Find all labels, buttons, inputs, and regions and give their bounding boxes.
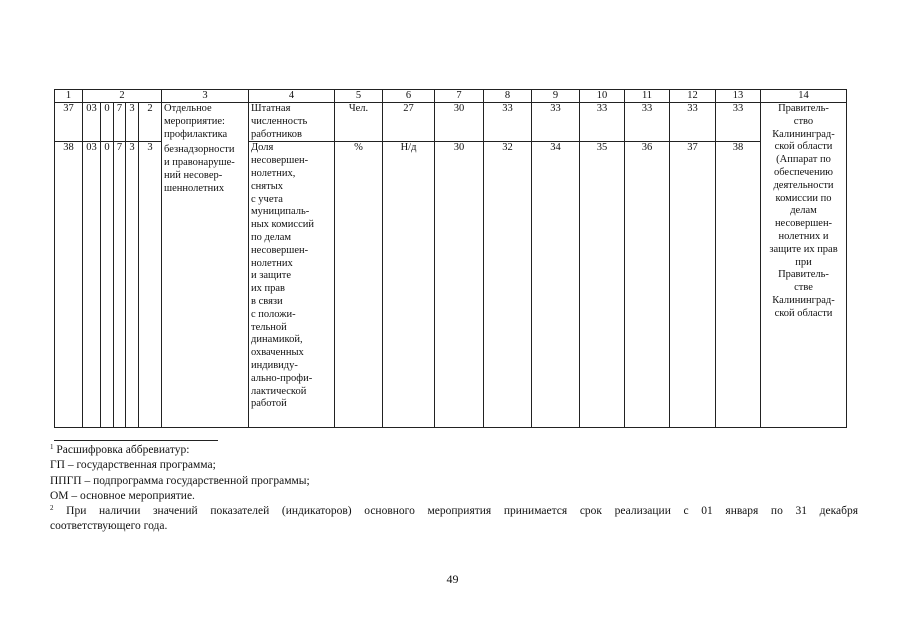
indicator-line: численность [251,115,308,127]
indicator-line: с положи- [251,308,296,320]
footnotes [50,443,858,535]
value-cell: Н/д [383,142,435,428]
executor-line: стве [794,282,813,294]
code-ppgp: 0 [101,103,114,142]
code-om: 7 [114,103,126,142]
executor-line: несовершен- [774,218,833,230]
indicator-line: Доля [251,142,274,154]
header-cell: 1 [55,90,83,103]
value-cell: 30 [435,142,484,428]
executor-line: Калининград- [772,128,835,140]
indicator-line: нолетних, [251,167,296,179]
code-ppgp: 0 [101,142,114,428]
abbreviation-om: ОМ – основное мероприятие. [50,489,195,502]
value-cell: 35 [580,142,625,428]
executor-line: деятельности [773,179,834,191]
executor-line: комиссии по [775,192,832,204]
footnote-1-title [50,443,858,458]
row-number: 37 [55,103,83,142]
measure-line: шеннолетних [164,182,225,194]
indicator-line: с учета [251,193,283,205]
indicator-line: работой [251,398,287,410]
page-number: 49 [446,572,459,586]
measure-line: Отдельное [164,103,212,114]
footnote-2-mark: 2 [50,504,54,513]
indicator-line: Штатная [251,103,291,114]
measure-line: мероприятие: [164,115,225,127]
executor-line: ство [793,115,814,127]
indicator-line: муниципаль- [251,206,310,218]
footnote-2-text: При наличии значений показателей (индикаторов) основного мероприятия принимается срок реализации с 01 января по 31 декабря [66,505,858,518]
value-cell: 36 [625,142,670,428]
table-row [55,103,847,142]
value-cell: 30 [435,103,484,142]
executor-line: ской области [774,307,833,319]
header-cell: 10 [580,90,625,103]
measure-line: безнадзорности [164,144,235,156]
indicators-table [54,89,847,428]
indicator-line: их прав [251,283,285,295]
header-cell: 4 [249,90,335,103]
code-5: 2 [139,103,162,142]
value-cell: 27 [383,103,435,142]
code-4: 3 [126,103,139,142]
footnote-separator [54,440,218,441]
indicator-line: и защите [251,270,292,282]
executor-line: Правитель- [778,103,829,114]
footnote-1-mark: 1 [50,443,54,451]
code-5: 3 [139,142,162,428]
value-cell: 33 [625,103,670,142]
indicator-line: нолетних [251,257,293,269]
value-cell: 33 [532,103,580,142]
executor-line: делам [790,205,817,217]
code-gp: 03 [83,142,101,428]
indicator-name-cell [249,103,335,142]
header-cell: 6 [383,90,435,103]
value-cell: 32 [484,142,532,428]
header-cell: 5 [335,90,383,103]
executor-line: нолетних и [778,230,829,242]
indicator-line: по делам [251,231,292,243]
code-4: 3 [126,142,139,428]
unit-cell: % [335,142,383,428]
executor-line: Калининград- [772,294,835,306]
executor-line: защите их прав [769,243,838,255]
executor-line: Правитель- [778,269,829,281]
executor-cell [761,103,847,428]
header-cell: 13 [716,90,761,103]
indicator-line: охваченных [251,347,304,359]
executor-line: при [795,256,812,268]
header-cell: 12 [670,90,716,103]
indicator-line: лактической [251,385,307,397]
indicator-line: снятых [251,180,284,192]
code-om: 7 [114,142,126,428]
measure-line: профилактика [164,128,228,140]
header-cell: 3 [162,90,249,103]
executor-line: обеспечению [773,166,834,178]
value-cell: 33 [580,103,625,142]
value-cell: 33 [484,103,532,142]
indicator-name-cell [249,142,335,428]
indicator-line: несовершен- [251,155,309,167]
row-number: 38 [55,142,83,428]
measure-name-cell [162,103,249,428]
code-gp: 03 [83,103,101,142]
abbreviation-gp: ГП – государственная программа; [50,459,216,472]
header-cell: 2 [83,90,162,103]
header-cell: 11 [625,90,670,103]
indicator-line: индивиду- [251,359,298,371]
indicator-line: ально-профи- [251,372,313,384]
executor-line: (Аппарат по [776,154,831,166]
table-header-row [55,90,847,103]
header-cell: 14 [761,90,847,103]
value-cell: 33 [670,103,716,142]
value-cell: 33 [716,103,761,142]
unit-cell: Чел. [335,103,383,142]
indicator-line: динамикой, [251,334,303,346]
value-cell: 37 [670,142,716,428]
executor-line: ской области [774,141,833,153]
footnote-2 [50,504,858,519]
header-cell: 9 [532,90,580,103]
indicator-line: несовершен- [251,244,309,256]
measure-line: и правонаруше- [164,157,235,169]
indicator-line: тельной [251,321,287,333]
header-cell: 8 [484,90,532,103]
header-cell: 7 [435,90,484,103]
indicator-line: ных комиссий [251,219,314,231]
indicator-line: в связи [251,295,283,307]
value-cell: 34 [532,142,580,428]
value-cell: 38 [716,142,761,428]
footnote-1-text: Расшифровка аббревиатур: [56,444,190,456]
abbreviation-ppgp: ППГП – подпрограмма государственной программы; [50,474,310,487]
footnote-2-continuation: соответствующего года. [50,520,168,533]
indicator-line: работников [251,128,302,140]
measure-line: ний несовер- [164,169,223,181]
